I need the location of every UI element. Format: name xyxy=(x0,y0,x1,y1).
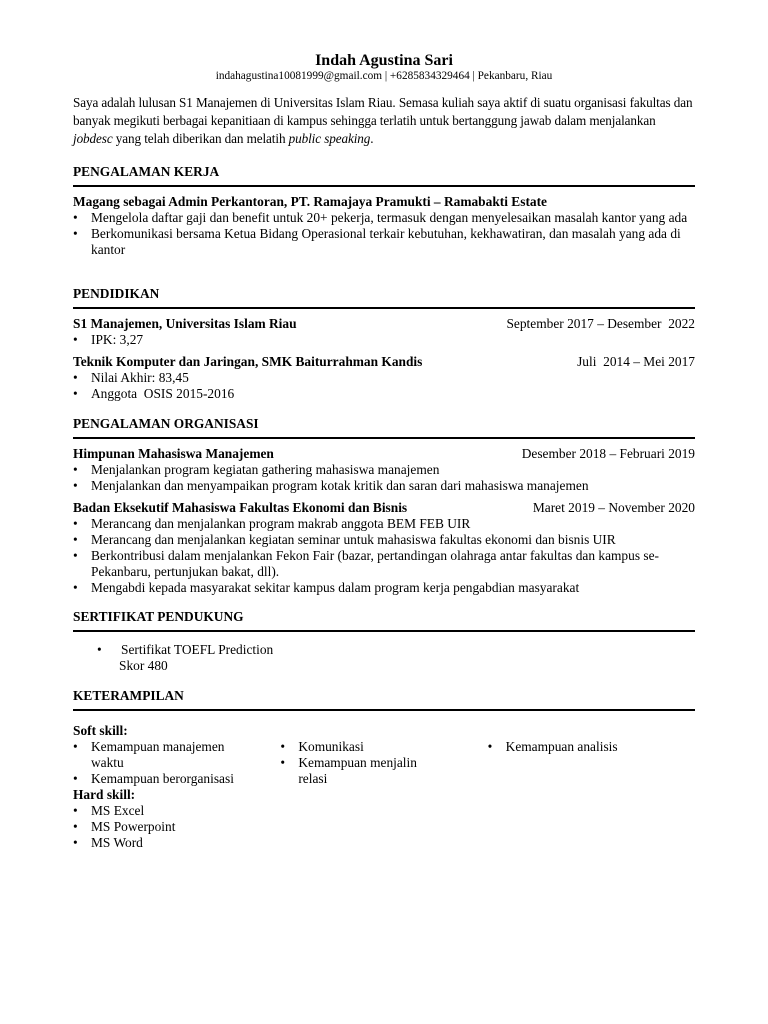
list-item: • IPK: 3,27 xyxy=(73,332,695,348)
list-item: • Kemampuan menjalin relasi xyxy=(280,755,487,787)
soft-skill-column xyxy=(488,739,695,787)
resume-header xyxy=(0,0,768,83)
education-date: September 2017 – Desember 2022 xyxy=(506,316,695,331)
education-date: Juli 2014 – Mei 2017 xyxy=(577,354,695,369)
contact-line: indahagustina10081999@gmail.com | +6285834329464 | Pekanbaru, Riau xyxy=(215,70,553,82)
education-school: Teknik Komputer dan Jaringan, SMK Baiturrahman Kandis xyxy=(73,354,423,369)
list-item: • Mengabdi kepada masyarakat sekitar kampus dalam program kerja pengabdian masyarakat xyxy=(73,580,695,596)
section-title-certificates: SERTIFIKAT PENDUKUNG xyxy=(73,609,695,632)
list-item: • Kemampuan manajemen waktu xyxy=(73,739,280,771)
section-title-experience: PENGALAMAN KERJA xyxy=(73,164,695,187)
resume-content xyxy=(73,94,695,851)
experience-section xyxy=(73,164,695,258)
organization-name: Himpunan Mahasiswa Manajemen xyxy=(73,446,274,461)
hard-skill-label: Hard skill: xyxy=(73,787,136,802)
list-item: • Berkomunikasi bersama Ketua Bidang Operasional terkair kebutuhan, kekhawatiran, dan masalah yang ada di kantor xyxy=(73,226,695,258)
organization-entry xyxy=(73,446,695,462)
list-item: • Menjalankan dan menyampaikan program kotak kritik dan saran dari mahasiswa manajemen xyxy=(73,478,695,494)
education-school: S1 Manajemen, Universitas Islam Riau xyxy=(73,316,297,331)
organization-date: Maret 2019 – November 2020 xyxy=(532,500,695,515)
summary-paragraph: Saya adalah lulusan S1 Manajemen di Universitas Islam Riau. Semasa kuliah saya aktif di suatu organisasi fakultas dan banyak megikuti berbagai kepanitiaan di kampus sehingga terlatih untuk bertanggung jawab dalam menjalankan jobdesc yang telah diberikan dan melatih public speaking. xyxy=(73,95,693,146)
certificates-section xyxy=(73,609,695,674)
list-item: • Sertifikat TOEFL Prediction xyxy=(97,642,695,658)
person-name: Indah Agustina Sari xyxy=(315,52,453,69)
soft-skill-column xyxy=(280,739,487,787)
list-item: • Menjalankan program kegiatan gathering mahasiswa manajemen xyxy=(73,462,695,478)
list-item: • Kemampuan berorganisasi xyxy=(73,771,280,787)
section-title-organization: PENGALAMAN ORGANISASI xyxy=(73,416,695,439)
list-item: • Berkontribusi dalam menjalankan Fekon Fair (bazar, pertandingan olahraga antar fakultas dan kampus se-Pekanbaru, pertunjukan bakat, dll). xyxy=(73,548,695,580)
education-entry xyxy=(73,316,695,332)
job-title: Magang sebagai Admin Perkantoran, PT. Ramajaya Pramukti – Ramabakti Estate xyxy=(73,194,547,209)
soft-skill-label: Soft skill: xyxy=(73,723,128,738)
organization-entry xyxy=(73,500,695,516)
section-title-skills: KETERAMPILAN xyxy=(73,688,695,711)
organization-section xyxy=(73,416,695,596)
organization-bullets xyxy=(73,516,695,596)
list-item: • Nilai Akhir: 83,45 xyxy=(73,370,695,386)
summary-emphasis-public-speaking: public speaking xyxy=(288,131,371,146)
list-item: • Anggota OSIS 2015-2016 xyxy=(73,386,695,402)
section-title-education: PENDIDIKAN xyxy=(73,286,695,309)
list-item: • Mengelola daftar gaji dan benefit untuk 20+ pekerja, termasuk dengan menyelesaikan masalah kantor yang ada xyxy=(73,210,695,226)
list-item: • Kemampuan analisis xyxy=(488,739,695,755)
education-bullets xyxy=(73,370,695,402)
education-section xyxy=(73,286,695,402)
list-item: • MS Word xyxy=(73,835,695,851)
skills-section xyxy=(73,688,695,851)
organization-name: Badan Eksekutif Mahasiswa Fakultas Ekonomi dan Bisnis xyxy=(73,500,408,515)
summary-emphasis-jobdesc: jobdesc xyxy=(73,131,113,146)
list-item: • MS Excel xyxy=(73,803,695,819)
certificate-list xyxy=(73,642,695,658)
hard-skill-list xyxy=(73,803,695,851)
list-item: • Merancang dan menjalankan program makrab anggota BEM FEB UIR xyxy=(73,516,695,532)
soft-skill-column xyxy=(73,739,280,787)
list-item: • MS Powerpoint xyxy=(73,819,695,835)
soft-skill-grid xyxy=(73,739,695,787)
list-item: • Merancang dan menjalankan kegiatan seminar untuk mahasiswa fakultas ekonomi dan bisnis UIR xyxy=(73,532,695,548)
list-item: • Komunikasi xyxy=(280,739,487,755)
certificate-score: Skor 480 xyxy=(119,658,168,673)
education-entry xyxy=(73,354,695,370)
education-bullets xyxy=(73,332,695,348)
job-bullets xyxy=(73,210,695,258)
organization-date: Desember 2018 – Februari 2019 xyxy=(521,446,695,461)
organization-bullets xyxy=(73,462,695,494)
